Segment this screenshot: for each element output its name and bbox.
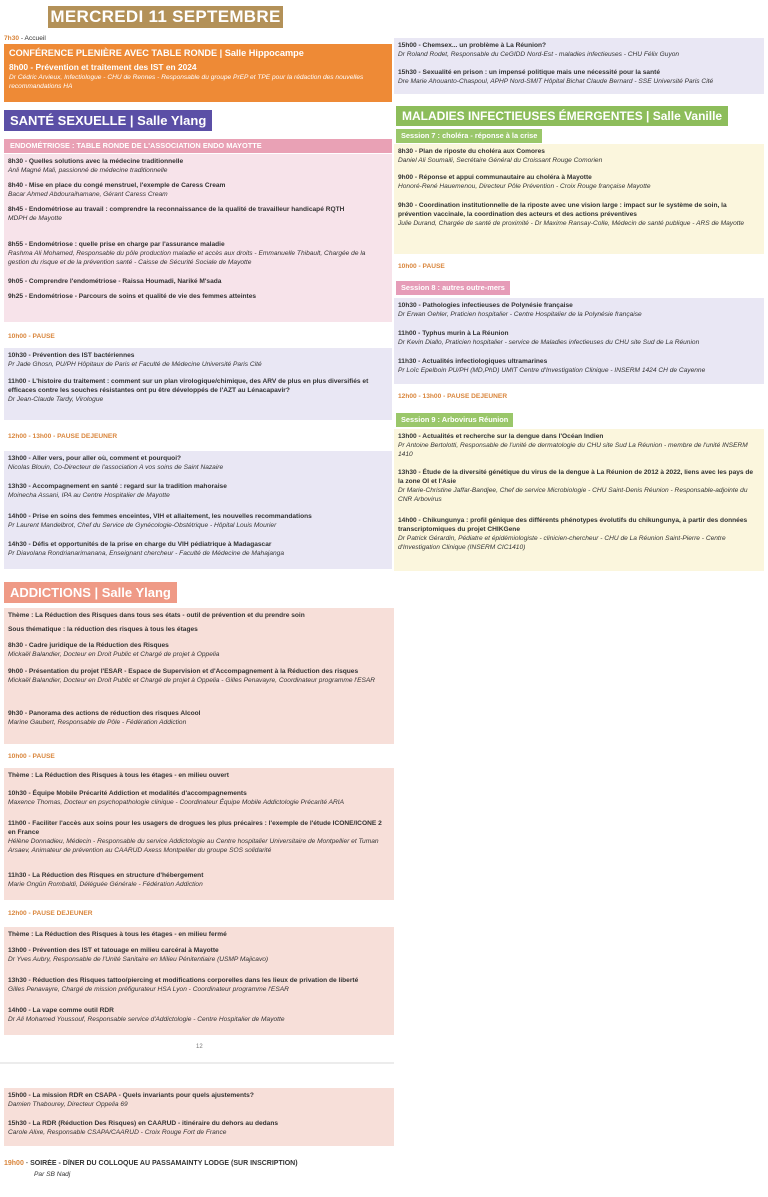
list-item: 8h30 - Quelles solutions avec la médecine traditionnelle Anli Magné Mali, passionné de médecine traditionnelle [8,158,184,174]
sante-mid-list [4,348,392,420]
addictions-late-block [4,1088,394,1146]
list-item: 15h30 - Sexualité en prison : un impensé politique mais une nécessité pour la santé Dre Marie Ahouanto-Chaspoul, APHP Nord-SMIT Hôpital Bichat Claude Bernard - SSE Université Paris Cité [398,69,714,85]
mie-session-9: Session 9 : Arbovirus Réunion [396,413,513,427]
sante-am-list [4,154,392,322]
list-item: 14h00 - Prise en soins des femmes enceintes, VIH et allaitement, les nouvelles recommandations Pr Laurent Mandelbrot, Chef du Service de Gynécologie-Obstétrique - Hôpital Louis Mourier [8,513,312,529]
list-item: 15h00 - Chemsex... un problème à La Réunion? Dr Roland Rodet, Responsable du CeGIDD Nord-Est - maladies infectieuses - CHU Félix Guyon [398,42,680,58]
mie-session-8: Session 8 : autres outre-mers [396,281,510,295]
addictions-theme-3: Thème : La Réduction des Risques à tous les étages - en milieu fermé [8,931,227,938]
pleniere-talk: 8h00 - Prévention et traitement des IST en 2024 [9,62,197,72]
addictions-theme-1: Thème : La Réduction des Risques dans tous ses états - outil de prévention et du prendre soin [8,612,305,619]
pleniere-speaker: Dr Cédric Arvieux, Infectiologue - CHU de Rennes - Responsable du groupe PrEP et TPE pour la rédaction des nouvelles recommandations HA [9,74,364,90]
pleniere-block [4,44,392,102]
mie-session-7: Session 7 : choléra - réponse à la crise [396,129,542,143]
addictions-mid-block [4,768,394,900]
soiree-by: Par SB Nadj [34,1171,71,1178]
mie-s7-list [394,144,764,254]
list-item: 9h30 - Coordination institutionnelle de la riposte avec une vision large : impact sur le système de soin, la prévention vaccinale, la coordination des acteurs et des actions préventives Julie Durand, Chargée de santé de proximité - Dr Maxime Ransay-Colle, Médecin de santé publique - ARS de Mayotte [398,202,745,227]
list-item: 9h25 - Endométriose - Parcours de soins et qualité de vie des femmes atteintes [8,293,257,300]
addictions-pause-1: 10h00 - PAUSE [8,753,55,760]
list-item: 13h00 - Aller vers, pour aller où, comment et pourquoi? Nicolas Blouin, Co-Directeur de l'association A vos soins de Saint Nazaire [8,455,224,471]
list-item: 15h00 - La mission RDR en CSAPA - Quels invariants pour quels ajustements? Damien Thabourey, Directeur Oppelia 69 [8,1092,254,1108]
soiree: 19h00 - SOIRÉE - DÎNER DU COLLOQUE AU PASSAMAINTY LODGE (SUR INSCRIPTION) Par SB Nadj [4,1159,394,1179]
addictions-pm-block [4,927,394,1035]
list-item: 9h00 - Réponse et appui communautaire au choléra à Mayotte Honoré-René Hauemenou, Directeur Pôle Prévention - Croix Rouge française Mayotte [398,174,651,190]
mie-pause-1: 10h00 - PAUSE [398,263,445,270]
list-item: 14h00 - Chikungunya : profil génique des différents phénotypes évolutifs du chikungunya, à partir des données transcriptomiques du projet CHIKGene Dr Patrick Gérardin, Pédiatre et épidémiologiste - clinicien-chercheur - CHU de La Réunion Saint-Pierre - Centre d'Investigation Clinique (INSERM CIC1410) [398,517,748,551]
list-item: 15h30 - La RDR (Réduction Des Risques) en CAARUD - itinéraire du dehors au dedans Carole Alixe, Responsable CSAPA/CAARUD - Croix Rouge Fort de France [8,1120,279,1136]
list-item: 13h30 - Étude de la diversité génétique du virus de la dengue à La Réunion de 2012 à 2022, liens avec les pays de la zone OI et l'Asie Dr Marie-Christine Jaffar-Bandjee, Chef de service Microbiologie - CHU Saint-Denis Réunion - Responsable-adjointe du CNR Arbovirus [398,469,754,503]
mie-pause-2: 12h00 - 13h00 - PAUSE DEJEUNER [398,393,508,400]
page-number: 12 [196,1044,203,1050]
list-item: 14h00 - La vape comme outil RDR Dr Ali Mohamed Youssouf, Responsable service d'Addictologie - Centre Hospitalier de Mayotte [8,1007,285,1023]
addictions-am-block [4,608,394,744]
addictions-theme-2: Thème : La Réduction des Risques à tous les étages - en milieu ouvert [8,772,229,779]
sante-pm-list [4,451,392,569]
list-item: 11h00 - L'histoire du traitement : comment sur un plan virologique/chimique, des ARV de plus en plus diversifiés et efficaces contre les souches résistantes ont pu être développés de l'AZT au Lénacapavir? Dr Jean-Claude Tardy, Virologue [8,378,369,403]
sante-pause-2: 12h00 - 13h00 - PAUSE DEJEUNER [8,433,118,440]
list-item: 10h30 - Équipe Mobile Précarité Addiction et modalités d'accompagnements Maxence Thomas, Docteur en psychopathologie clinique - Coordinateur Équipe Mobile Addictologie Précarité ARIA [8,790,344,806]
list-item: 13h30 - Réduction des Risques tattoo/piercing et modifications corporelles dans les lieux de privation de liberté Gilles Penavayre, Chargé de mission préfigurateur HSA Lyon - Coordinateur programme l'ESAR [8,977,359,993]
list-item: 9h05 - Comprendre l'endométriose - Raissa Houmadi, Nariké M'sada [8,278,222,285]
list-item: 8h30 - Plan de riposte du choléra aux Comores Daniel Ali Soumaili, Secrétaire Général du Croissant Rouge Comorien [398,148,603,164]
accueil-time: 7h30 [4,35,20,42]
mie-s8-list [394,298,764,384]
soiree-time: 19h00 [4,1160,24,1167]
list-item: 11h00 - Typhus murin à La Réunion Dr Kevin Diallo, Praticien hospitalier - service de Maladies infectieuses du CHU site Sud de La Réunion [398,330,700,346]
mie-s9-list [394,429,764,571]
accueil: 7h30 - Accueil [4,35,46,42]
list-item: 9h00 - Présentation du projet l'ESAR - Espace de Supervision et d'Accompagnement à la Réduction des risques Mickaël Balandier, Docteur en Droit Public et Chargé de projet à Oppelia - Gilles Penavayre, Coordinateur programme l'ESAR [8,668,376,684]
list-item: 8h30 - Cadre juridique de la Réduction des Risques Mickaël Balandier, Docteur en Droit Public et Chargé de projet à Oppelia [8,642,220,658]
mie-header: MALADIES INFECTIEUSES ÉMERGENTES | Salle Vanille [396,106,728,126]
right-top-list [394,38,764,94]
sante-pause-1: 10h00 - PAUSE [8,333,55,340]
addictions-subtheme: Sous thématique : la réduction des risques à tous les étages [8,626,198,633]
accueil-label: Accueil [24,35,46,42]
list-item: 14h30 - Défis et opportunités de la prise en charge du VIH pédiatrique à Madagascar Pr Diavolana Rondrianarimanana, Enseignant chercheur - Faculté de Médecine de Mahajanga [8,541,285,557]
list-item: 9h30 - Panorama des actions de réduction des risques Alcool Marine Gaubert, Responsable de Pôle - Fédération Addiction [8,710,201,726]
list-item: 13h30 - Accompagnement en santé : regard sur la tradition mahoraise Moinecha Assani, IPA au Centre Hospitalier de Mayotte [8,483,227,499]
addictions-pause-2: 12h00 - PAUSE DEJEUNER [8,910,93,917]
sante-header: SANTÉ SEXUELLE | Salle Ylang [4,110,212,131]
list-item: 10h30 - Prévention des IST bactériennes Pr Jade Ghosn, PU/PH Hôpitaux de Paris et Faculté de Médecine Université Paris Cité [8,352,262,368]
list-item: 10h30 - Pathologies infectieuses de Polynésie française Dr Erwan Oehler, Praticien hospitalier - Centre Hospitalier de la Polynésie française [398,302,642,318]
addictions-header: ADDICTIONS | Salle Ylang [4,582,177,603]
list-item: 11h30 - Actualités infectiologiques ultramarines Pr Loïc Epelboin PU/PH (MD,PhD) UMIT Centre d'Investigation Clinique - INSERM 1424 CH de Cayenne [398,358,706,374]
list-item: 8h45 - Endométriose au travail : comprendre la reconnaissance de la qualité de travailleur handicapé RQTH MDPH de Mayotte [8,206,345,222]
list-item: 8h55 - Endométriose : quelle prise en charge par l'assurance maladie Rashma Ali Mohamed, Responsable du pôle production maladie et accès aux droits - Emmanuelle Thibault, Chargée de la gestion du risque et de la prévention santé - Caisse de Sécurité Sociale de Mayotte [8,241,366,266]
list-item: 13h00 - Actualités et recherche sur la dengue dans l'Océan Indien Pr Antoine Bertolotti, Responsable de l'unité de dermatologie du CHU site Sud La Réunion - membre de l'unité INSERM 1410 [398,433,748,458]
soiree-title: SOIRÉE - DÎNER DU COLLOQUE AU PASSAMAINTY LODGE (SUR INSCRIPTION) [30,1160,298,1167]
page-divider [0,1062,394,1064]
day-title: MERCREDI 11 SEPTEMBRE [48,6,283,28]
list-item: 11h30 - La Réduction des Risques en structure d'hébergement Marie Ongün Rombaldi, Déléguée Générale - Fédération Addiction [8,872,204,888]
sante-subheader: ENDOMÉTRIOSE : TABLE RONDE DE L'ASSOCIATION ENDO MAYOTTE [4,139,392,153]
pleniere-title: CONFÉRENCE PLENIÈRE AVEC TABLE RONDE | Salle Hippocampe [9,48,304,58]
list-item: 11h00 - Faciliter l'accès aux soins pour les usagers de drogues les plus précaires : l'exemple de l'étude ICONE/ICONE 2 en France Hélène Donnadieu, Médecin - Responsable du service Addictologie au Centre hospitalier Universitaire de Montpellier et Tuman Arsaev, Animateur de prévention au CAARUD Axess Montpellier du groupe SOS solidarité [8,820,382,854]
list-item: 13h00 - Prévention des IST et tatouage en milieu carcéral à Mayotte Dr Yves Aubry, Responsable de l'Unité Sanitaire en Milieu Pénitentiaire (USMP Majicavo) [8,947,269,963]
list-item: 8h40 - Mise en place du congé menstruel, l'exemple de Caress Cream Bacar Ahmed Abdouraihamane, Gérant Caress Cream [8,182,226,198]
